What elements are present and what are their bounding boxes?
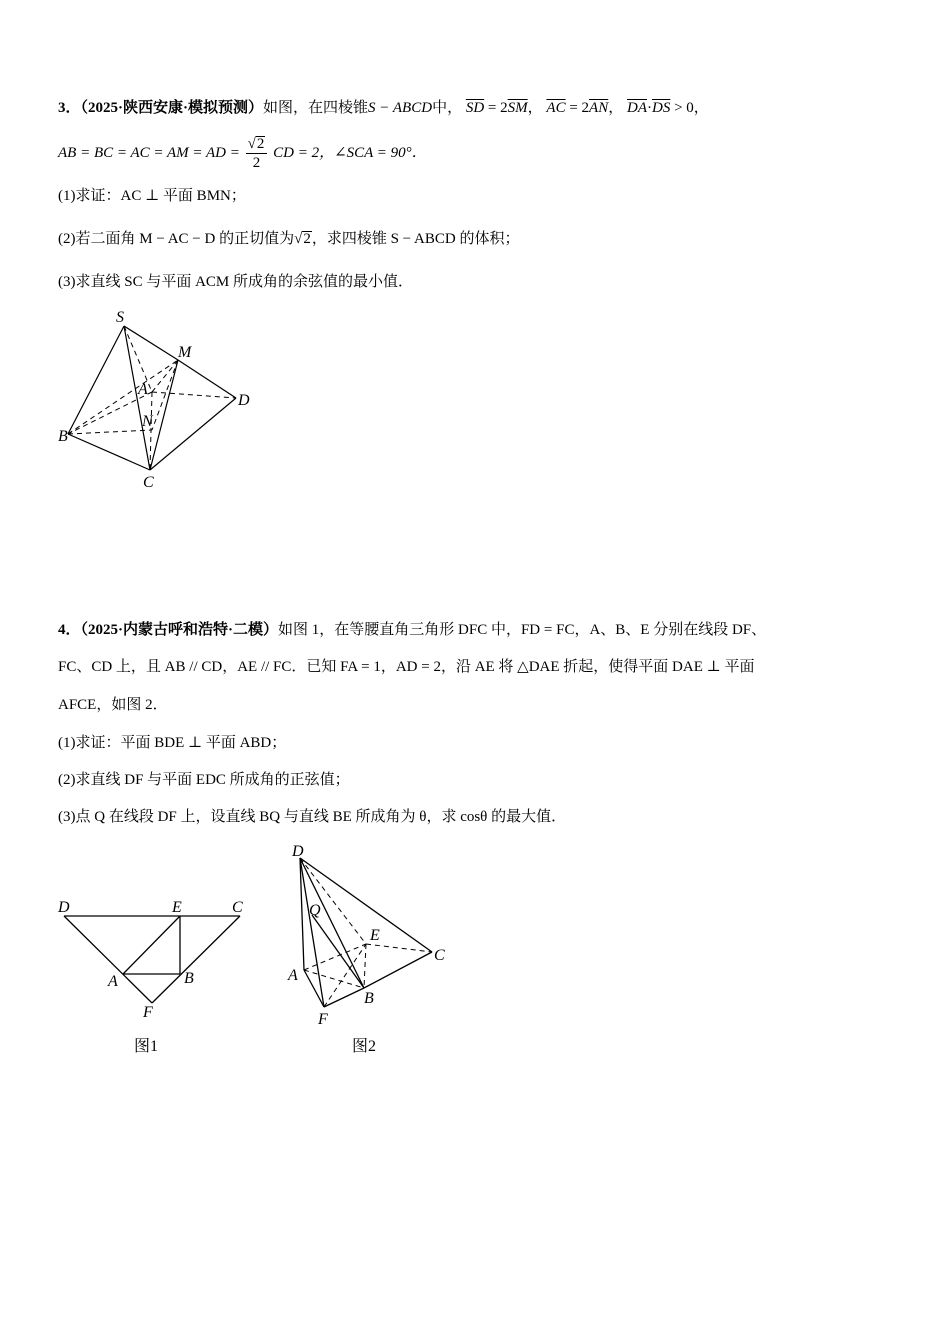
vector-sm: $\overline{SM}$ (507, 100, 528, 116)
problem3-mid: 中， (432, 100, 463, 116)
problem4-line2: FC、CD 上，且 AB // CD，AE // FC．已知 FA = 1，AD = 2，沿 AE 将 △DAE 折起，使得平面 DAE ⊥ 平面 (58, 659, 755, 675)
fig1-label-f: F (143, 1004, 153, 1021)
frac-den: 2 (252, 155, 261, 172)
problem4-q3: (3)点 Q 在线段 DF 上，设直线 BQ 与直线 BE 所成角为 θ，求 cosθ 的最大值． (58, 809, 567, 825)
vector-sd: $\overline{SD}$ (465, 100, 485, 116)
fraction-sqrt2-over-2: $\frac{√2}{2}$ (246, 135, 268, 172)
vector-da: $\overline{DA}$ (626, 100, 647, 116)
frac-num: 2 (256, 136, 265, 153)
vec2-eq: = 2 (565, 100, 590, 116)
fig2-label-d: D (292, 843, 304, 860)
fig1-label-e: E (172, 899, 182, 916)
vector-ac: $\overline{AC}$ (546, 100, 566, 116)
label-a: A (138, 381, 148, 398)
fig2-db (300, 858, 364, 988)
fig2-label-c: C (434, 947, 445, 964)
fig1-label-a: A (108, 973, 118, 990)
eq-tail: CD = 2，∠SCA = 90°． (273, 145, 427, 161)
problem4-q2: (2)求直线 DF 与平面 EDC 所成角的正弦值； (58, 772, 350, 788)
q2-sqrt: 2 (303, 231, 311, 247)
figure-1-caption: 图1 (134, 1038, 159, 1055)
label-d: D (238, 392, 250, 409)
fig1-label-b: B (184, 970, 194, 987)
problem3-intro: 如图，在四棱锥 (263, 100, 369, 116)
label-c: C (143, 474, 154, 491)
problem4-line1: 如图 1，在等腰直角三角形 DFC 中，FD = FC，A、B、E 分别在线段 DF、 (278, 622, 767, 638)
vector-ds: $\overline{DS}$ (651, 100, 671, 116)
eq-chain: AB = BC = AC = AM = AD = (58, 145, 240, 161)
problem3-number: 3． (58, 100, 81, 116)
problem4-line3: AFCE，如图 2． (58, 697, 168, 713)
label-n: N (142, 413, 153, 430)
fig2-label-a: A (288, 967, 298, 984)
fig2-label-q: Q (309, 902, 321, 919)
problem3-q3: (3)求直线 SC 与平面 ACM 所成角的余弦值的最小值． (58, 274, 414, 290)
q2-part-b: ，求四棱锥 S − ABCD 的体积； (311, 231, 520, 247)
fig2-eb (364, 944, 366, 988)
problem3-source: （2025·陕西安康·模拟预测） (80, 100, 264, 116)
sep2: ， (608, 100, 624, 116)
problem4-q1: (1)求证：平面 BDE ⊥ 平面 ABD； (58, 735, 287, 751)
fig2-de (300, 858, 366, 944)
problem3-pyramid: S − ABCD (368, 100, 433, 116)
vec3-tail: > 0， (670, 100, 709, 116)
fig2-label-e: E (370, 927, 380, 944)
problem4-number: 4． (58, 622, 81, 638)
fig2-da (300, 858, 304, 970)
vec1-eq: = 2 (484, 100, 508, 116)
vector-an: $\overline{AN}$ (589, 100, 609, 116)
fig2-bc (364, 952, 432, 988)
label-s: S (116, 309, 124, 326)
dot-op: · (646, 100, 652, 116)
fig2-label-b: B (364, 990, 374, 1007)
fig1-label-c: C (232, 899, 243, 916)
label-b: B (58, 428, 68, 445)
problem4-source: （2025·内蒙古呼和浩特·二模） (80, 622, 279, 638)
fig1-label-d: D (58, 899, 70, 916)
q2-part-a: (2)若二面角 M − AC − D 的正切值为 (58, 231, 295, 247)
figure-2-caption: 图2 (352, 1038, 377, 1055)
problem3-q2: (2)若二面角 M − AC − D 的正切值为√2，求四棱锥 S − ABCD 的体积； (58, 231, 520, 247)
sep1: ， (527, 100, 543, 116)
problem3-q1: (1)求证：AC ⊥ 平面 BMN； (58, 188, 246, 204)
fig2-label-f: F (318, 1011, 328, 1028)
label-m: M (178, 344, 192, 361)
